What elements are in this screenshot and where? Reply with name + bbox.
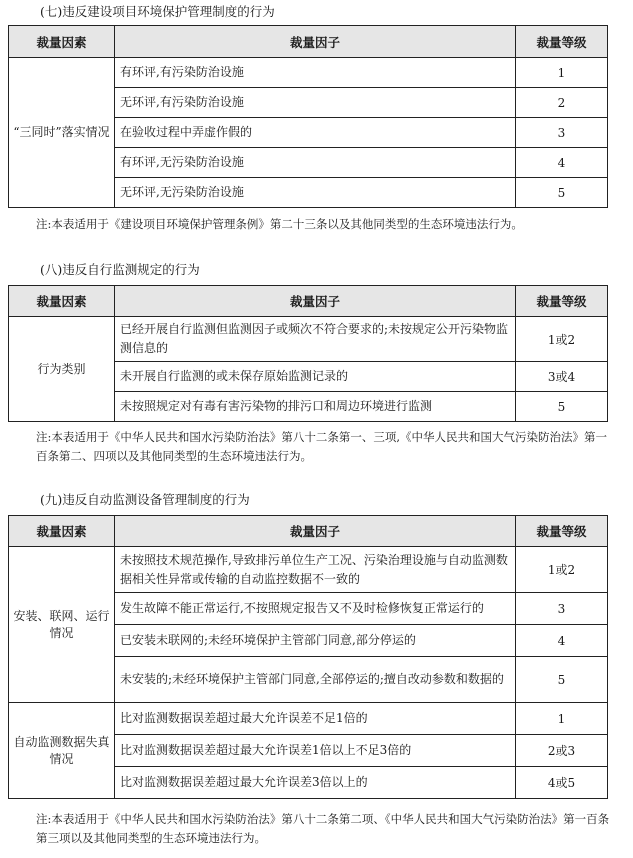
level-cell: 4 (516, 148, 608, 178)
factor-cell: “三同时”落实情况 (9, 58, 115, 208)
level-cell: 1 (516, 703, 608, 735)
item-cell: 比对监测数据误差超过最大允许误差3倍以上的 (115, 767, 516, 799)
level-cell: 5 (516, 392, 608, 422)
item-cell: 已安装未联网的;未经环境保护主管部门同意,部分停运的 (115, 625, 516, 657)
header-item: 裁量因子 (115, 286, 516, 317)
item-cell: 有环评,有污染防治设施 (115, 58, 516, 88)
section-7-title: (七)违反建设项目环境保护管理制度的行为 (40, 4, 275, 19)
section-7-note: 注:本表适用于《建设项目环境保护管理条例》第二十三条以及其他同类型的生态环境违法行为。 (36, 217, 523, 231)
header-factor: 裁量因素 (9, 286, 115, 317)
table-header-row (9, 516, 608, 547)
header-level: 裁量等级 (516, 516, 608, 547)
item-cell: 已经开展自行监测但监测因子或频次不符合要求的;未按规定公开污染物监测信息的 (115, 317, 516, 362)
level-cell: 1或2 (516, 317, 608, 362)
level-cell: 1或2 (516, 547, 608, 593)
section-8-note: 注:本表适用于《中华人民共和国水污染防治法》第八十二条第一、三项,《中华人民共和国大气污染防治法》第一百条第二、四项以及其他同类型的生态环境违法行为。 (36, 430, 608, 463)
section-8-title: (八)违反自行监测规定的行为 (40, 262, 200, 277)
level-cell: 2 (516, 88, 608, 118)
item-cell: 未按照规定对有毒有害污染物的排污口和周边环境进行监测 (115, 392, 516, 422)
section-9-title: (九)违反自动监测设备管理制度的行为 (40, 492, 250, 507)
table-row (9, 58, 608, 88)
section-9-table (8, 515, 608, 799)
level-cell: 4 (516, 625, 608, 657)
item-cell: 未按照技术规范操作,导致排污单位生产工况、污染治理设施与自动监测数据相关性异常或传输的自动监控数据不一致的 (115, 547, 516, 593)
level-cell: 3 (516, 118, 608, 148)
table-row (9, 703, 608, 735)
factor-cell: 自动监测数据失真情况 (9, 703, 115, 799)
header-factor: 裁量因素 (9, 516, 115, 547)
item-cell: 发生故障不能正常运行,不按照规定报告又不及时检修恢复正常运行的 (115, 593, 516, 625)
table-row (9, 317, 608, 362)
header-item: 裁量因子 (115, 26, 516, 58)
item-cell: 在验收过程中弄虚作假的 (115, 118, 516, 148)
table-header-row (9, 26, 608, 58)
table-row (9, 547, 608, 593)
section-7-table (8, 25, 608, 208)
level-cell: 3 (516, 593, 608, 625)
header-level: 裁量等级 (516, 286, 608, 317)
level-cell: 1 (516, 58, 608, 88)
section-8-table (8, 285, 608, 422)
item-cell: 无环评,无污染防治设施 (115, 178, 516, 208)
item-cell: 比对监测数据误差超过最大允许误差不足1倍的 (115, 703, 516, 735)
level-cell: 4或5 (516, 767, 608, 799)
item-cell: 有环评,无污染防治设施 (115, 148, 516, 178)
level-cell: 3或4 (516, 362, 608, 392)
level-cell: 2或3 (516, 735, 608, 767)
header-factor: 裁量因素 (9, 26, 115, 58)
header-item: 裁量因子 (115, 516, 516, 547)
header-level: 裁量等级 (516, 26, 608, 58)
table-header-row (9, 286, 608, 317)
item-cell: 未安装的;未经环境保护主管部门同意,全部停运的;擅自改动参数和数据的 (115, 657, 516, 703)
level-cell: 5 (516, 657, 608, 703)
factor-cell: 安装、联网、运行情况 (9, 547, 115, 703)
section-9-note: 注:本表适用于《中华人民共和国水污染防治法》第八十二条第二项、《中华人民共和国大气污染防治法》第一百条第三项以及其他同类型的生态环境违法行为。 (36, 812, 610, 845)
item-cell: 无环评,有污染防治设施 (115, 88, 516, 118)
factor-cell: 行为类别 (9, 317, 115, 422)
item-cell: 未开展自行监测的或未保存原始监测记录的 (115, 362, 516, 392)
level-cell: 5 (516, 178, 608, 208)
item-cell: 比对监测数据误差超过最大允许误差1倍以上不足3倍的 (115, 735, 516, 767)
